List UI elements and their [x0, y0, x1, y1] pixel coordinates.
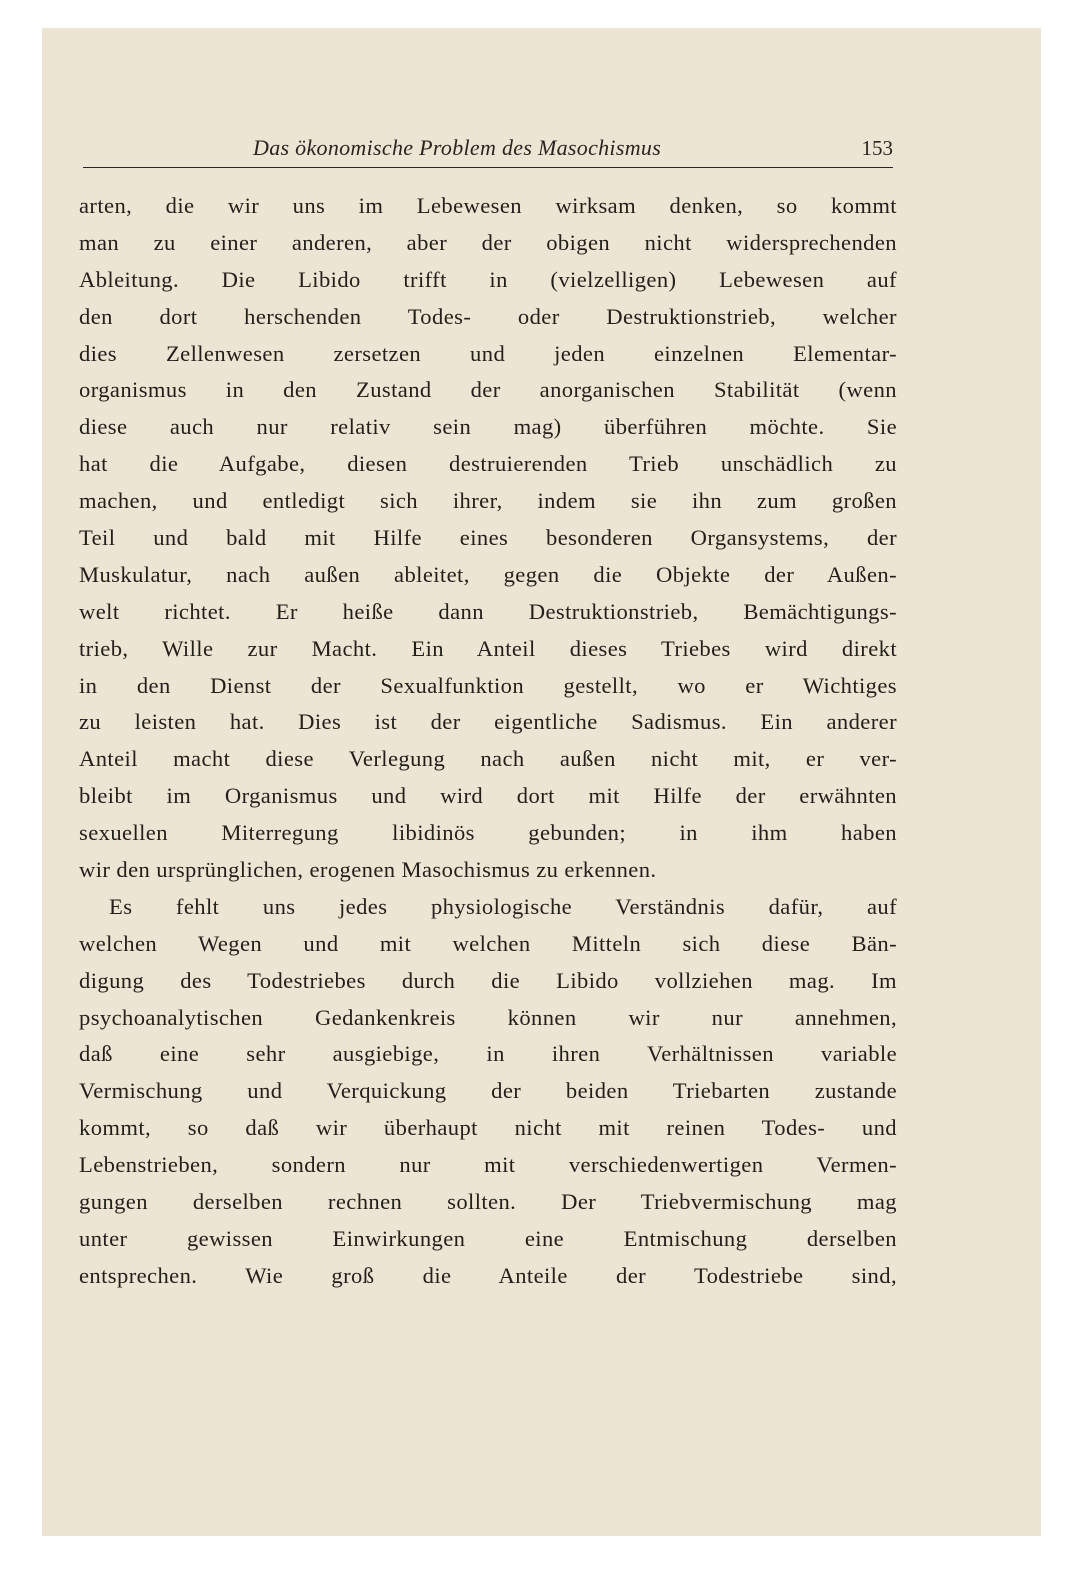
text-line: welt richtet. Er heiße dann Destruktionstrieb, Bemächtigungs- — [79, 598, 897, 624]
text-line: Ableitung. Die Libido trifft in (vielzelligen) Lebewesen auf — [79, 266, 897, 292]
text-line: digung des Todestriebes durch die Libido vollziehen mag. Im — [79, 967, 897, 993]
text-line: entsprechen. Wie groß die Anteile der Todestriebe sind, — [79, 1262, 897, 1288]
page-number: 153 — [861, 136, 893, 160]
running-title: Das ökonomische Problem des Masochismus — [253, 135, 662, 160]
text-line: Lebenstrieben, sondern nur mit verschiedenwertigen Vermen- — [79, 1152, 897, 1178]
text-line: dies Zellenwesen zersetzen und jeden einzelnen Elementar- — [79, 340, 897, 366]
text-line: hat die Aufgabe, diesen destruierenden Trieb unschädlich zu — [79, 451, 897, 477]
body-text — [79, 188, 897, 1295]
text-line: Muskulatur, nach außen ableitet, gegen die Objekte der Außen- — [79, 561, 897, 587]
text-line: machen, und entledigt sich ihrer, indem sie ihn zum großen — [79, 488, 897, 514]
text-line: trieb, Wille zur Macht. Ein Anteil dieses Triebes wird direkt — [79, 635, 897, 661]
paragraph-start-line: Es fehlt uns jedes physiologische Verständnis dafür, auf — [109, 893, 897, 919]
text-line: den dort herschenden Todes- oder Destruktionstrieb, welcher — [79, 303, 897, 329]
text-line: kommt, so daß wir überhaupt nicht mit reinen Todes- und — [79, 1115, 897, 1141]
text-line: Anteil macht diese Verlegung nach außen nicht mit, er ver- — [79, 746, 897, 772]
text-line: sexuellen Miterregung libidinös gebunden; in ihm haben — [79, 820, 897, 846]
text-line: gungen derselben rechnen sollten. Der Triebvermischung mag — [79, 1189, 897, 1215]
page-header — [83, 133, 893, 168]
text-line: arten, die wir uns im Lebewesen wirksam denken, so kommt — [79, 193, 897, 218]
text-line: diese auch nur relativ sein mag) überführen möchte. Sie — [79, 414, 897, 440]
text-line: unter gewissen Einwirkungen eine Entmischung derselben — [79, 1225, 897, 1251]
text-line: in den Dienst der Sexualfunktion gestellt, wo er Wichtiges — [79, 672, 897, 698]
text-line: bleibt im Organismus und wird dort mit Hilfe der erwähnten — [79, 783, 897, 809]
text-line: zu leisten hat. Dies ist der eigentliche Sadismus. Ein anderer — [79, 709, 897, 735]
text-line: organismus in den Zustand der anorganischen Stabilität (wenn — [79, 377, 897, 403]
text-line: welchen Wegen und mit welchen Mitteln sich diese Bän- — [79, 930, 897, 956]
paragraph-end-line: wir den ursprünglichen, erogenen Masochismus zu erkennen. — [79, 857, 657, 883]
text-line: daß eine sehr ausgiebige, in ihren Verhältnissen variable — [79, 1041, 897, 1067]
text-line: man zu einer anderen, aber der obigen nicht widersprechenden — [79, 229, 897, 255]
text-line: Vermischung und Verquickung der beiden Triebarten zustande — [79, 1078, 897, 1104]
text-line: psychoanalytischen Gedankenkreis können wir nur annehmen, — [79, 1004, 897, 1030]
text-line: Teil und bald mit Hilfe eines besonderen Organsystems, der — [79, 525, 897, 551]
